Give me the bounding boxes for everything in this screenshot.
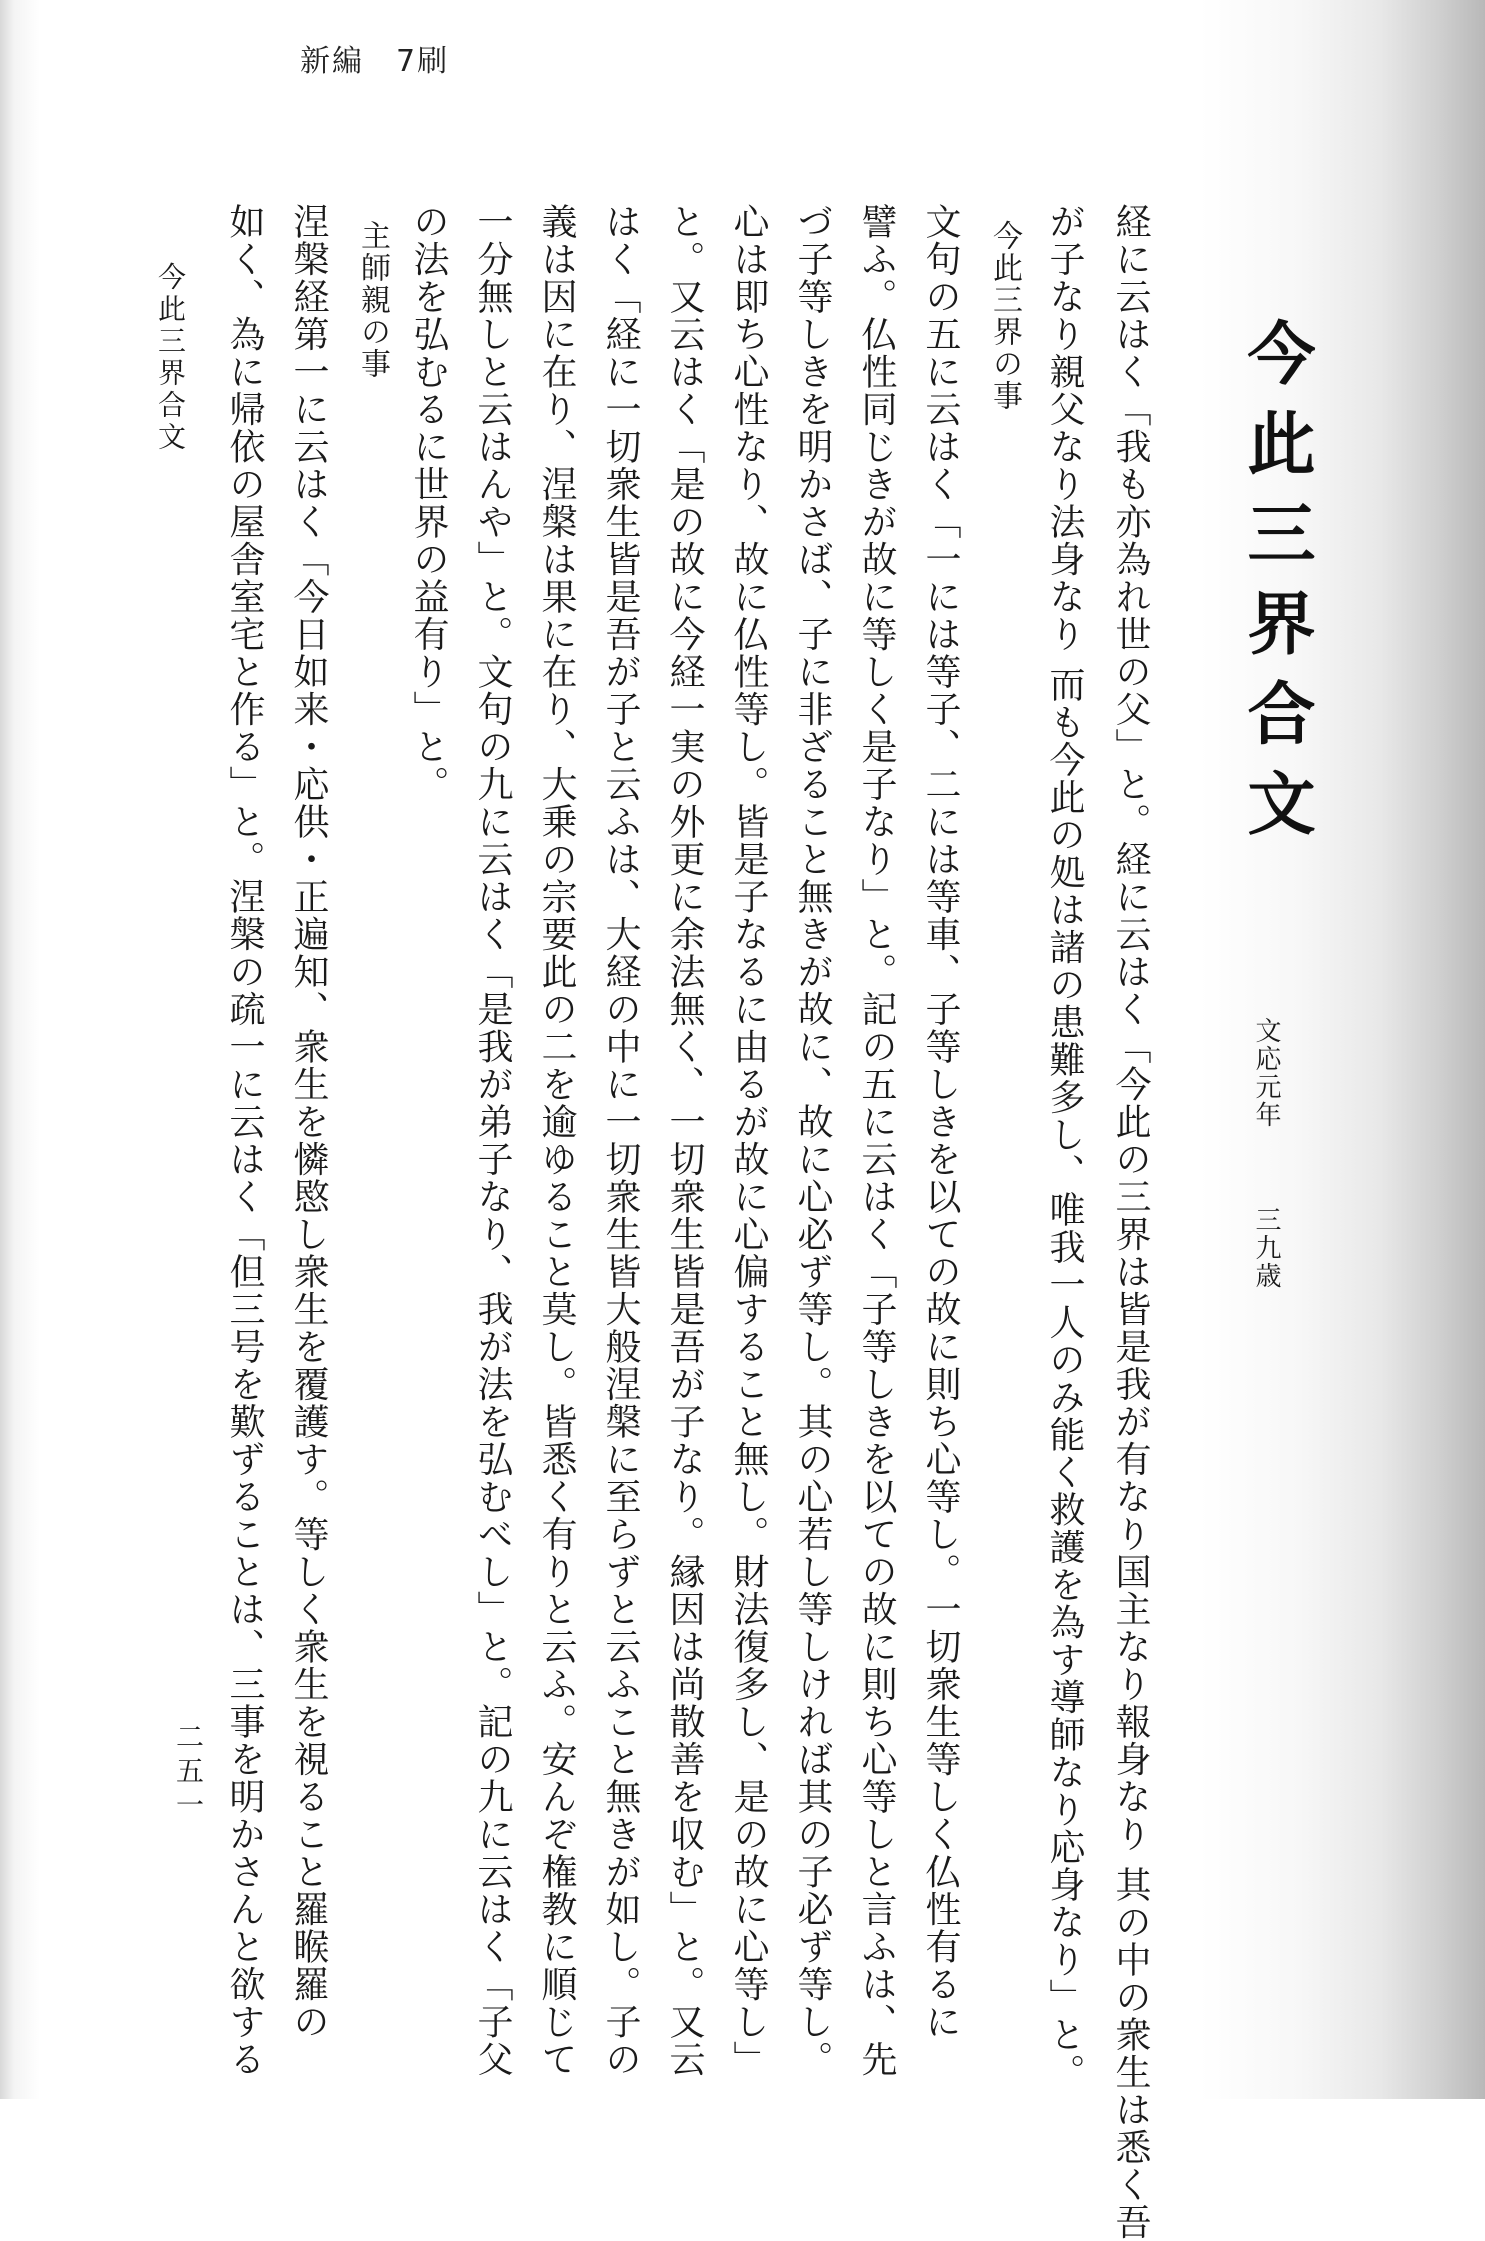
edition-label: 新編 7刷 — [300, 44, 450, 79]
document-date: 文応元年 — [1251, 1017, 1281, 1129]
body-line-6: づ子等しきを明かさば、子に非ざること無きが故に、故に心必ず等し。其の心若し等しければ其の子必ず等し。 — [792, 203, 833, 2078]
section-heading-sankai: 今此三界の事 — [987, 220, 1022, 412]
body-line-8: と。又云はく「是の故に今経一実の外更に余法無く、一切衆生皆是吾が子なり。縁因は尚散善を収む」と。又云 — [664, 203, 705, 2078]
body-line-14: 涅槃経第一に云はく「今日如来・応供・正遍知、衆生を憐愍し衆生を覆護す。等しく衆生を視ること羅睺羅の — [288, 203, 329, 2041]
body-line-11: 一分無しと云はんや」と。文句の九に云はく「是我が弟子なり、我が法を弘むべし」と。記の九に云はく「子父 — [472, 203, 513, 2078]
body-line-4: 文句の五に云はく「一には等子、二には等車、子等しきを以ての故に則ち心等し。一切衆生等しく仏性有るに — [920, 203, 961, 2041]
document-title: 今此三界合文 — [1236, 318, 1316, 858]
body-line-7: 心は即ち心性なり、故に仏性等し。皆是子なるに由るが故に心偏すること無し。財法復多し、是の故に心等し」 — [728, 203, 769, 2078]
document-meta — [1248, 1017, 1285, 1290]
body-line-2: が子なり親父なり法身なり 而も今此の処は諸の患難多し、唯我一人のみ能く救護を為す導師なり応身なり」と。 — [1044, 203, 1085, 2091]
body-line-12: の法を弘むるに世界の益有り」と。 — [408, 203, 449, 803]
running-title: 今此三界合文 — [154, 262, 187, 454]
section-heading-shushishin: 主師親の事 — [355, 220, 390, 380]
body-line-9: はく「経に一切衆生皆是吾が子と云ふは、大経の中に一切衆生皆大般涅槃に至らずと云ふこと無きが如し。子の — [600, 203, 641, 2078]
body-line-10: 義は因に在り、涅槃は果に在り、大乗の宗要此の二を逾ゆること莫し。皆悉く有りと云ふ。安んぞ権教に順じて — [536, 203, 577, 2078]
body-line-1: 経に云はく「我も亦為れ世の父」と。経に云はく「今此の三界は皆是我が有なり国主なり報身なり 其の中の衆生は悉く吾 — [1110, 203, 1151, 2241]
body-line-15: 如く、為に帰依の屋舎室宅と作る」と。涅槃の疏一に云はく「但三号を歎ずることは、三事を明かさんと欲する — [224, 203, 265, 2078]
body-line-5: 譬ふ。仏性同じきが故に等しく是子なり」と。記の五に云はく「子等しきを以ての故に則ち心等しと言ふは、先 — [856, 203, 897, 2078]
page-number: 二五一 — [172, 1722, 205, 1824]
author-age: 三九歳 — [1251, 1205, 1281, 1290]
